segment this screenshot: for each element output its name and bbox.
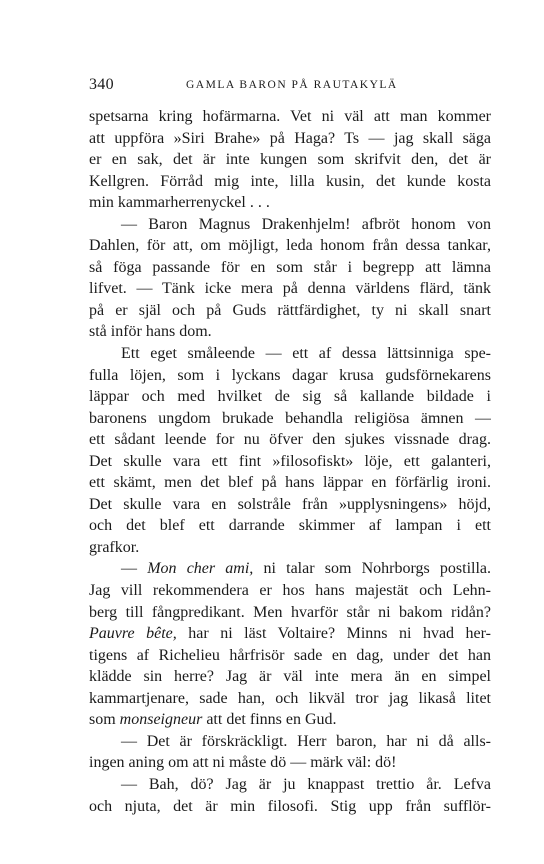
text-line	[89, 580, 491, 602]
text-segment: på er själ och på Guds rättfärdighet, ty ni skall snart	[89, 301, 491, 319]
text-segment: fulla löjen, som i lyckans dagar krusa gudsförnekarens	[89, 366, 491, 384]
text-segment: —	[121, 560, 148, 578]
text-line	[89, 796, 491, 818]
text-line	[89, 472, 491, 494]
text-segment: — Det är förskräckligt. Herr baron, har ni då alls-	[121, 732, 491, 750]
text-segment: Dahlen, för att, om möjligt, leda honom från dessa tankar,	[89, 237, 491, 255]
text-line	[89, 343, 491, 365]
running-head: GAMLA BARON PÅ RAUTAKYLÄ	[186, 79, 398, 91]
text-line	[89, 774, 491, 796]
text-line	[89, 278, 491, 300]
italic-text: Mon cher ami,	[147, 560, 254, 578]
text-segment: Det skulle vara en solstråle från »upplysningens» höjd,	[89, 495, 491, 513]
text-segment: att uppföra »Siri Brahe» på Haga? Ts — jag skall säga	[89, 129, 491, 147]
page-header	[89, 76, 489, 96]
text-segment: Kellgren. Förråd mig inte, lilla kusin, det kunde kosta	[89, 172, 491, 190]
text-segment: klädde sin herre? Jag är väl inte mera än en simpel	[89, 668, 491, 686]
text-line	[89, 752, 491, 774]
text-segment: ingen aning om att ni måste dö — märk väl: dö!	[89, 754, 397, 772]
page-number: 340	[89, 76, 114, 93]
text-segment: — Baron Magnus Drakenhjelm! afbröt honom von	[121, 215, 491, 233]
text-line	[89, 688, 491, 710]
italic-text: Pauvre bête,	[89, 625, 177, 643]
text-line	[89, 300, 491, 322]
text-segment: att det finns en Gud.	[202, 711, 337, 729]
text-line	[89, 537, 491, 559]
text-line	[89, 106, 491, 128]
text-segment: tigens af Richelieu hårfrisör sade en dag, under det han	[89, 646, 491, 664]
text-segment: ni talar som Nohrborgs postilla.	[253, 560, 491, 578]
text-segment: ett sådant leende for nu öfver den sjukes vissnade drag.	[89, 431, 491, 449]
text-line	[89, 666, 491, 688]
text-line	[89, 602, 491, 624]
text-line	[89, 321, 491, 343]
text-line	[89, 408, 491, 430]
text-line	[89, 731, 491, 753]
text-segment: Jag vill rekommendera er hos hans majestät och Lehn-	[89, 582, 491, 600]
text-segment: och det blef ett darrande skimmer af lampan i ett	[89, 517, 491, 535]
text-segment: och njuta, det är min filosofi. Stig upp från sufflör-	[89, 797, 491, 815]
text-segment: min kammarherrenyckel . . .	[89, 194, 270, 212]
text-segment: stå inför hans dom.	[89, 323, 212, 341]
text-line	[89, 645, 491, 667]
text-line	[89, 429, 491, 451]
text-segment: ett skämt, men det blef på hans läppar en förfärlig ironi.	[89, 474, 491, 492]
text-line	[89, 192, 491, 214]
text-segment: — Bah, dö? Jag är ju knappast trettio år. Lefva	[121, 775, 491, 793]
text-segment: lifvet. — Tänk icke mera på denna världens flärd, tänk	[89, 280, 491, 298]
text-segment: grafkor.	[89, 538, 140, 556]
text-segment: kammartjenare, sade han, och likväl tror jag likaså litet	[89, 689, 491, 707]
text-line	[89, 149, 491, 171]
text-segment: läppar och med hvilket de sig så kallande bildade i	[89, 388, 491, 406]
text-line	[89, 257, 491, 279]
text-segment: Ett eget småleende — ett af dessa lättsinniga spe-	[121, 345, 491, 363]
text-line	[89, 558, 491, 580]
text-line	[89, 451, 491, 473]
text-line	[89, 365, 491, 387]
text-line	[89, 128, 491, 150]
italic-text: monseigneur	[119, 711, 203, 729]
text-line	[89, 171, 491, 193]
text-line	[89, 494, 491, 516]
text-line	[89, 214, 491, 236]
text-segment: er en sak, det är inte kungen som skrifvit den, det är	[89, 151, 491, 169]
text-segment: så föga passande för en som står i begrepp att lämna	[89, 258, 491, 276]
text-segment: som	[89, 711, 120, 729]
text-line	[89, 235, 491, 257]
text-line	[89, 709, 491, 731]
body-text	[89, 106, 491, 817]
text-line	[89, 623, 491, 645]
text-line	[89, 386, 491, 408]
text-line	[89, 515, 491, 537]
text-segment: spetsarna kring hofärmarna. Vet ni väl att man kommer	[89, 108, 491, 125]
text-segment: baronens ungdom brukade behandla religiösa ämnen —	[89, 409, 491, 427]
text-segment: har ni läst Voltaire? Minns ni hvad her-	[176, 625, 491, 643]
text-segment: berg till fångpredikant. Men hvarför står ni bakom ridån?	[89, 603, 491, 621]
text-segment: Det skulle vara ett fint »filosofiskt» löje, ett galanteri,	[89, 452, 491, 470]
